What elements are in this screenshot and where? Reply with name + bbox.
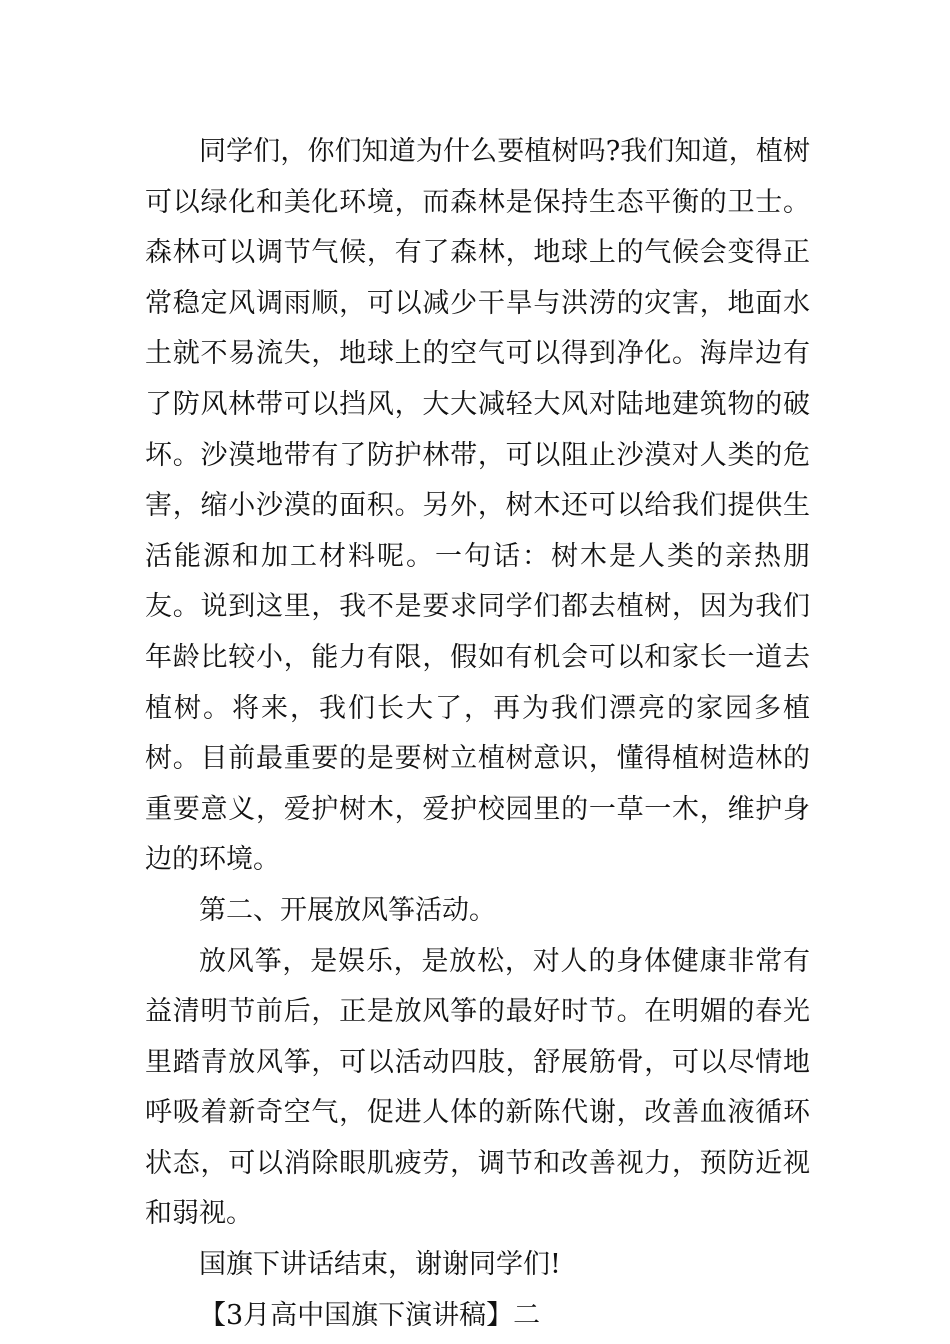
document-body: [145, 127, 810, 1341]
paragraph-tree-planting: 同学们，你们知道为什么要植树吗?我们知道，植树可以绿化和美化环境，而森林是保持生态平衡的卫士。森林可以调节气候，有了森林，地球上的气候会变得正常稳定风调雨顺，可以减少干旱与洪涝的灾害，地面水土就不易流失，地球上的空气可以得到净化。海岸边有了防风林带可以挡风，大大减轻大风对陆地建筑物的破坏。沙漠地带有了防护林带，可以阻止沙漠对人类的危害，缩小沙漠的面积。另外，树木还可以给我们提供生活能源和加工材料呢。一句话：树木是人类的亲热朋友。说到这里，我不是要求同学们都去植树，因为我们年龄比较小，能力有限，假如有机会可以和家长一道去植树。将来，我们长大了，再为我们漂亮的家园多植树。目前最重要的是要树立植树意识，懂得植树造林的重要意义，爱护树木，爱护校园里的一草一木，维护身边的环境。: [145, 136, 810, 876]
paragraph-kite-flying: 放风筝，是娱乐，是放松，对人的身体健康非常有益清明节前后，正是放风筝的最好时节。在明媚的春光里踏青放风筝，可以活动四肢，舒展筋骨，可以尽情地呼吸着新奇空气，促进人体的新陈代谢，改善血液循环状态，可以消除眼肌疲劳，调节和改善视力，预防近视和弱视。: [145, 945, 810, 1230]
paragraph-closing: 国旗下讲话结束，谢谢同学们!: [199, 1249, 561, 1281]
paragraph-next-title: 【3月高中国旗下演讲稿】二: [199, 1299, 541, 1331]
paragraph-section-heading-kite: 第二、开展放风筝活动。: [199, 894, 496, 926]
